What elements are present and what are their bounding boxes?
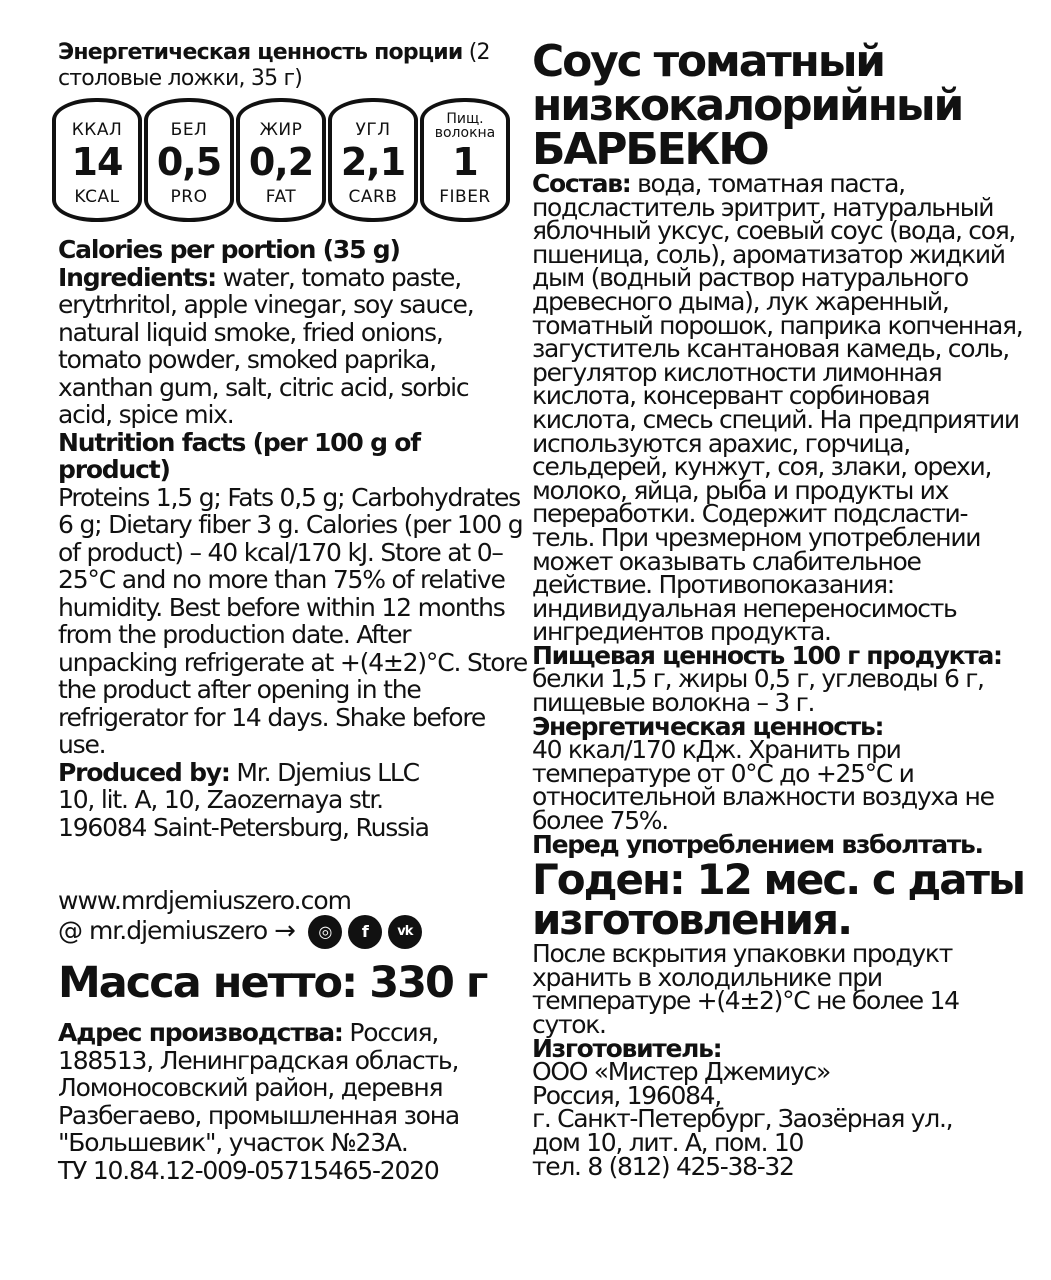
ingredients-en	[58, 264, 528, 429]
badge-fat-value: 0,2	[248, 140, 314, 184]
composition-label: Состав:	[532, 169, 631, 198]
energy-value-label-text: Энергетическая ценность:	[532, 711, 884, 741]
shelf-life: Годен: 12 мес. с даты изготовления.	[532, 855, 1024, 945]
badge-fiber	[420, 98, 510, 222]
energy-per-portion-heading	[58, 40, 528, 92]
manufacturer-label-text: Изготовитель:	[532, 1033, 722, 1063]
badge-fat-en: FAT	[265, 187, 297, 207]
badge-carb	[328, 98, 418, 222]
manufacturer-street: г. Санкт-Петербург, Заозёрная ул.,	[532, 1104, 953, 1134]
nutrition-badges	[52, 98, 528, 222]
produced-company: Mr. Djemius LLC	[229, 757, 419, 787]
arrow-right-icon: →	[274, 916, 295, 946]
left-column	[58, 40, 528, 1184]
produced-label: Produced by:	[58, 757, 230, 787]
production-address-label: Адрес производства:	[58, 1018, 343, 1047]
shake-note	[532, 829, 1032, 859]
ingredients-text: water, tomato paste, erytrhritol, apple vinegar, soy sauce, natural liquid smoke, fried onions, tomato powder, smoked paprika, xanthan gum, salt, citric acid, sorbic acid, spice mix.	[58, 262, 474, 429]
produced-address-1: 10, lit. A, 10, Zaozernaya str.	[58, 785, 383, 814]
facebook-icon[interactable]: f	[348, 915, 382, 949]
badge-kcal-en: KCAL	[74, 187, 120, 207]
instagram-row	[58, 915, 528, 949]
badge-kcal	[52, 98, 142, 222]
nutrition-head: Nutrition facts (per 100 g of product)	[58, 427, 420, 484]
net-mass: Масса нетто: 330 г	[58, 958, 487, 1008]
product-title-line-2: низкокалорийный	[532, 80, 963, 131]
nutrition-value-label: Пищевая ценность 100 г продукта:	[532, 640, 1002, 670]
product-title	[532, 36, 1032, 175]
badge-protein	[144, 98, 234, 222]
nutrition-facts-text: Proteins 1,5 g; Fats 0,5 g; Carbohydrates 6 g; Dietary fiber 3 g. Calories (per 100 g of product) – 40 kcal/170 kJ. Store at 0–25°C and no more than 75% of relative humidity. Best before within 12 months from the production date. After unpacking refrigerate at +(4±2)°C. Store the product after opening in the refrigerator for 14 days. Shake before use.	[58, 482, 528, 759]
production-address-text: Россия, 188513, Ленинградская область, Ломоносовский район, деревня Разбегаево, промышленная зона "Большевик", участок №23А.	[58, 1018, 460, 1157]
composition	[532, 169, 1032, 647]
energy-storage-text: 40 ккал/170 кДж. Хранить при температуре от 0°С до +25°С и относительной влажности воздуха не более 75%.	[532, 735, 994, 836]
badge-fat-ru: ЖИР	[259, 120, 303, 140]
nutrition-value	[532, 640, 1032, 718]
manufacturer-name: ООО «Мистер Джемиус»	[532, 1057, 830, 1087]
badge-fiber-en: FIBER	[439, 187, 491, 207]
badge-fat	[236, 98, 326, 222]
energy-title-bold: Энергетическая ценность порции	[58, 40, 463, 65]
nutrition-value-text: белки 1,5 г, жиры 0,5 г, углеводы 6 г, пищевые волокна – 3 г.	[532, 664, 984, 718]
energy-title-rest: (2 столовые ложки, 35 г)	[58, 40, 490, 91]
manufacturer-phone: тел. 8 (812) 425-38-32	[532, 1151, 794, 1181]
badge-carb-en: CARB	[348, 187, 398, 207]
badge-fiber-ru: Пищ. волокна	[434, 111, 496, 141]
badge-kcal-ru: ККАЛ	[71, 120, 123, 140]
contacts	[58, 887, 528, 949]
badge-carb-value: 2,1	[340, 140, 406, 184]
vk-icon[interactable]: vk	[388, 915, 422, 949]
composition-text: вода, томатная паста, подсластитель эритрит, натуральный яблочный уксус, соевый соус (вода, соя, пшеница, соль), ароматизатор жидкий дым (водный раствор натурального древесного дыма), лук жаренный, томатный порошок, паприка копченная, загуститель ксантановая камедь, соль, регулятор кислотности лимонная кислота, консервант сорбиновая кислота, смесь специй. На предприятии используются арахис, горчица, сельдерей, кунжут, соя, злаки, орехи, молоко, яйца, рыба и продукты их переработки. Содержит подсласти- тель. При чрезмерном употреблении может оказывать слабительное действие. Противопоказания: индивидуальная непереносимость ингредиентов продукта.	[532, 169, 1023, 647]
shake-note-text: Перед употреблением взболтать.	[532, 829, 983, 859]
instagram-handle[interactable]: @ mr.djemiuszero	[58, 916, 268, 945]
badge-protein-value: 0,5	[156, 140, 222, 184]
manufacturer-country: Россия, 196084,	[532, 1080, 721, 1110]
badge-carb-ru: УГЛ	[355, 120, 391, 140]
badge-protein-ru: БЕЛ	[170, 120, 208, 140]
produced-by	[58, 759, 528, 787]
product-title-line-3: БАРБЕКЮ	[532, 124, 768, 175]
badge-protein-en: PRO	[170, 187, 208, 207]
website-link[interactable]: www.mrdjemiuszero.com	[58, 886, 351, 915]
produced-address-2: 196084 Saint-Petersburg, Russia	[58, 812, 429, 842]
badge-fiber-value: 1	[452, 140, 478, 184]
nutrition-facts-heading	[58, 429, 528, 484]
production-address	[58, 1019, 528, 1157]
right-column	[532, 36, 1032, 1181]
manufacturer-building: дом 10, лит. А, пом. 10	[532, 1127, 804, 1157]
instagram-icon[interactable]: ◎	[308, 915, 342, 949]
social-icons	[308, 915, 422, 949]
calories-heading: Calories per portion (35 g)	[58, 235, 400, 264]
badge-kcal-value: 14	[71, 140, 123, 184]
calories-per-portion	[58, 236, 528, 264]
after-opening: После вскрытия упаковки продукт хранить в холодильнике при температуре +(4±2)°С не более 14 суток.	[532, 939, 959, 1039]
tu-code: ТУ 10.84.12-009-05715465-2020	[58, 1155, 439, 1185]
ingredients-label: Ingredients:	[58, 262, 216, 292]
product-title-line-1: Соус томатный	[532, 36, 884, 87]
